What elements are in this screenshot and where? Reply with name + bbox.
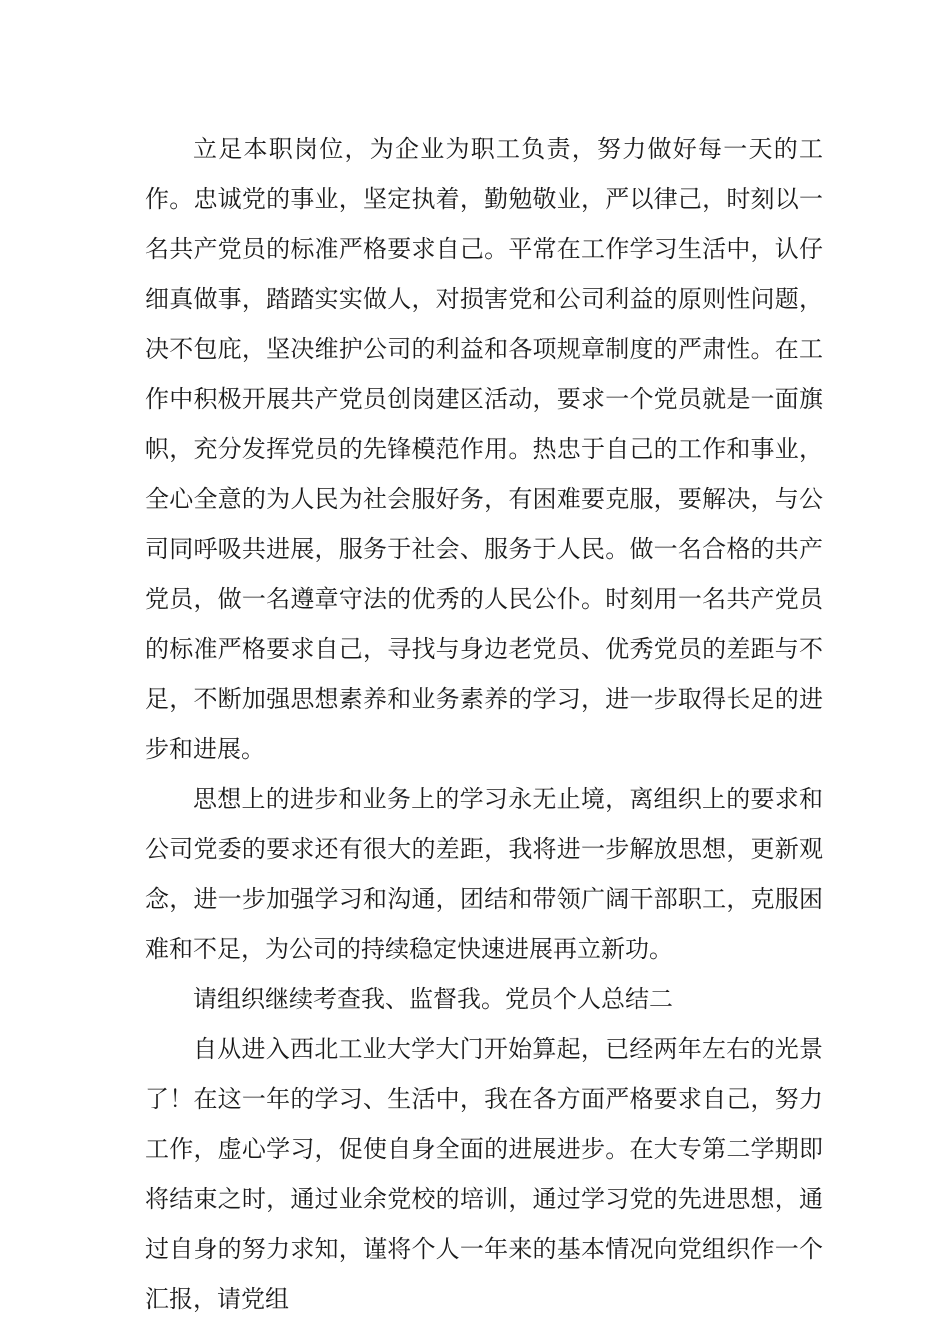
paragraph-2: 思想上的进步和业务上的学习永无止境，离组织上的要求和公司党委的要求还有很大的差距，我将进一步解放思想，更新观念，进一步加强学习和沟通，团结和带领广阔干部职工，克服困难和不足，为公司的持续稳定快速进展再立新功。 bbox=[145, 785, 823, 963]
paragraph-1: 立足本职岗位，为企业为职工负责，努力做好每一天的工作。忠诚党的事业，坚定执着，勤勉敬业，严以律己，时刻以一名共产党员的标准严格要求自己。平常在工作学习生活中，认仔细真做事，踏踏实实做人，对损害党和公司利益的原则性问题，决不包庇，坚决维护公司的利益和各项规章制度的严肃性。在工作中积极开展共产党员创岗建区活动，要求一个党员就是一面旗帜，充分发挥党员的先锋模范作用。热忠于自己的工作和事业，全心全意的为人民为社会服好务，有困难要克服，要解决，与公司同呼吸共进展，服务于社会、服务于人民。做一名合格的共产党员，做一名遵章守法的优秀的人民公仆。时刻用一名共产党员的标准严格要求自己，寻找与身边老党员、优秀党员的差距与不足，不断加强思想素养和业务素养的学习，进一步取得长足的进步和进展。 bbox=[145, 135, 823, 763]
paragraph-3: 请组织继续考查我、监督我。党员个人总结二 bbox=[193, 985, 673, 1013]
paragraph-4: 自从进入西北工业大学大门开始算起，已经两年左右的光景了！在这一年的学习、生活中，我在各方面严格要求自己，努力工作，虚心学习，促使自身全面的进展进步。在大专第二学期即将结束之时，通过业余党校的培训，通过学习党的先进思想，通过自身的努力求知，谨将个人一年来的基本情况向党组织作一个汇报，请党组 bbox=[145, 1035, 823, 1313]
document-body bbox=[145, 124, 823, 1324]
